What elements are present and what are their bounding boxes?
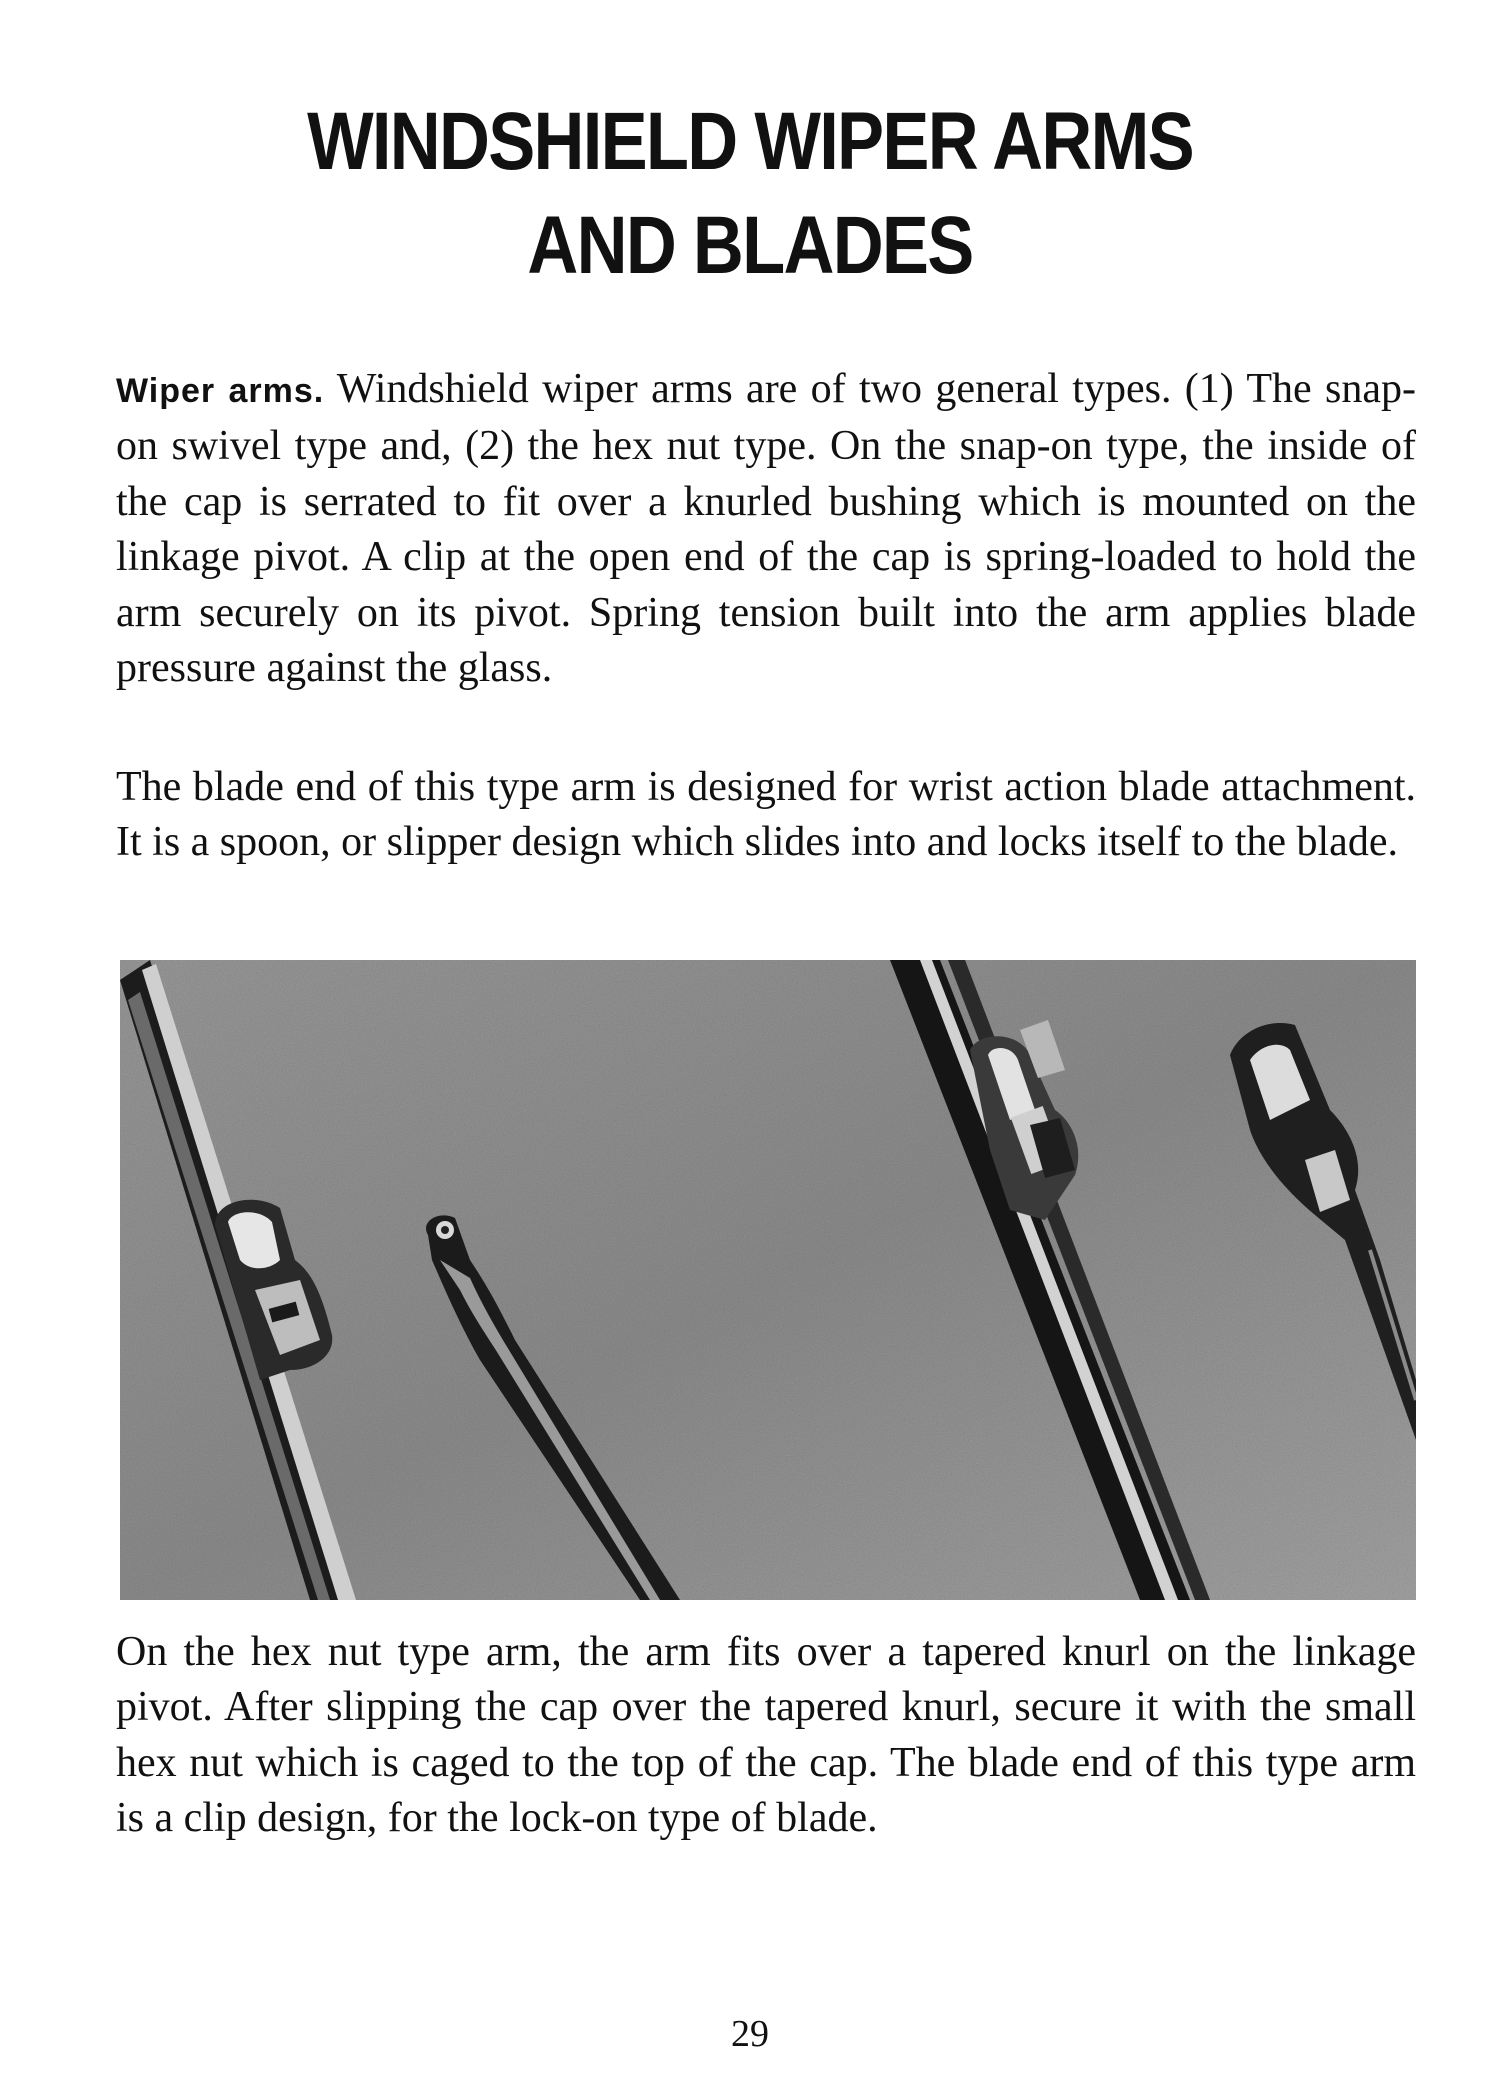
paragraph-lead-wiper-arms: Wiper arms. [116, 372, 325, 410]
paragraph-hex-nut-arm: On the hex nut type arm, the arm fits over a tapered knurl on the linkage pivot. After slipping the cap over the tapered knurl, secure it with the small hex nut which is caged to the top of the cap. The blade end of this type arm is a clip design, for the lock-on type of blade. [116, 1629, 1416, 1842]
page-number: 29 [731, 2013, 769, 2055]
page-title [105, 90, 1395, 298]
wiper-arms-photo [120, 960, 1416, 1600]
title-line-1: WINDSHIELD WIPER ARMS [307, 96, 1193, 187]
paragraph-blade-end: The blade end of this type arm is designed for wrist action blade attachment. It is a spoon, or slipper design which slides into and locks itself to the blade. [116, 764, 1416, 866]
paragraph-wiper-arms-body: Windshield wiper arms are of two general types. (1) The snap-on swivel type and, (2) the hex nut type. On the snap-on type, the inside of the cap is serrated to fit over a knurled bushing which is mounted on the linkage pivot. A clip at the open end of the cap is spring-loaded to hold the arm securely on its pivot. Spring tension built into the arm applies blade pressure against the glass. [116, 366, 1416, 692]
paragraph-wiper-arms [116, 362, 1416, 696]
title-line-2: AND BLADES [527, 200, 973, 291]
